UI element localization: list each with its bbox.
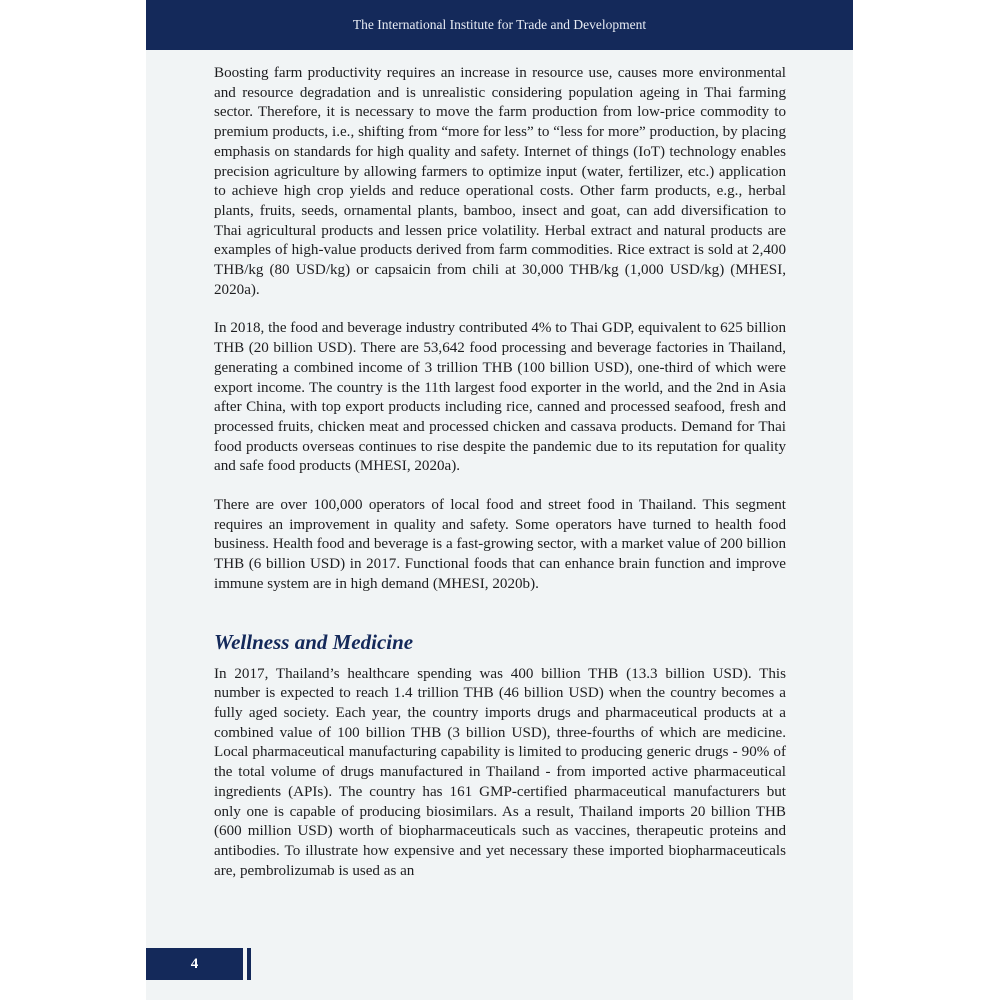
header-title: The International Institute for Trade and Development	[352, 17, 647, 32]
page-body	[214, 64, 786, 881]
paragraph-street-food: There are over 100,000 operators of local food and street food in Thailand. This segment requires an improvement in quality and safety. Some operators have turned to health food business. Health food and beverage is a fast-growing sector, with a market value of 200 billion THB (6 billion USD) in 2017. Functional foods that can enhance brain function and improve immune system are in high demand (MHESI, 2020b).	[214, 497, 786, 592]
paragraph-gap	[214, 300, 786, 319]
document-page	[146, 0, 853, 1000]
section-heading: Wellness and Medicine	[214, 629, 414, 654]
page-number: 4	[146, 948, 243, 980]
paragraph-food-beverage: In 2018, the food and beverage industry contributed 4% to Thai GDP, equivalent to 625 billion THB (20 billion USD). There are 53,642 food processing and beverage factories in Thailand, generating a combined income of 3 trillion THB (100 billion USD), one-third of which were export income. The country is the 11th largest food exporter in the world, and the 2nd in Asia after China, with top export products including rice, canned and processed seafood, fresh and processed fruits, chicken meat and processed chicken and cassava products. Demand for Thai food products overseas continues to rise despite the pandemic due to its reputation for quality and safe food products (MHESI, 2020a).	[214, 320, 786, 475]
page-header	[146, 0, 853, 50]
paragraph-gap	[214, 477, 786, 496]
page-number-divider	[247, 948, 251, 980]
paragraph-farm-productivity: Boosting farm productivity requires an increase in resource use, causes more environmental and resource degradation and is unrealistic considering population ageing in Thai farming sector. Therefore, it is necessary to move the farm production from low-price commodity to premium products, i.e., shifting from “more for less” to “less for more” production, by placing emphasis on standards for high quality and safety. Internet of things (IoT) technology enables precision agriculture by allowing farmers to optimize input (water, fertilizer, etc.) application to achieve high crop yields and reduce operational costs. Other farm products, e.g., herbal plants, fruits, seeds, ornamental plants, bamboo, insect and goat, can add diversification to Thai agricultural products and lessen price volatility. Herbal extract and natural products are examples of high-value products derived from farm commodities. Rice extract is sold at 2,400 THB/kg (80 USD/kg) or capsaicin from chili at 30,000 THB/kg (1,000 USD/kg) (MHESI, 2020a).	[214, 65, 786, 298]
paragraph-healthcare: In 2017, Thailand’s healthcare spending was 400 billion THB (13.3 billion USD). This number is expected to reach 1.4 trillion THB (46 billion USD) when the country becomes a fully aged society. Each year, the country imports drugs and pharmaceutical products at a combined value of 100 billion THB (3 billion USD), three-fourths of which are medicine. Local pharmaceutical manufacturing capability is limited to producing generic drugs - 90% of the total volume of drugs manufactured in Thailand - from imported active pharmaceutical ingredients (APIs). The country has 161 GMP-certified pharmaceutical manufacturers but only one is capable of producing biosimilars. As a result, Thailand imports 20 billion THB (600 million USD) worth of biopharmaceuticals such as vaccines, therapeutic proteins and antibodies. To illustrate how expensive and yet necessary these imported biopharmaceuticals are, pembrolizumab is used as an	[214, 665, 786, 879]
